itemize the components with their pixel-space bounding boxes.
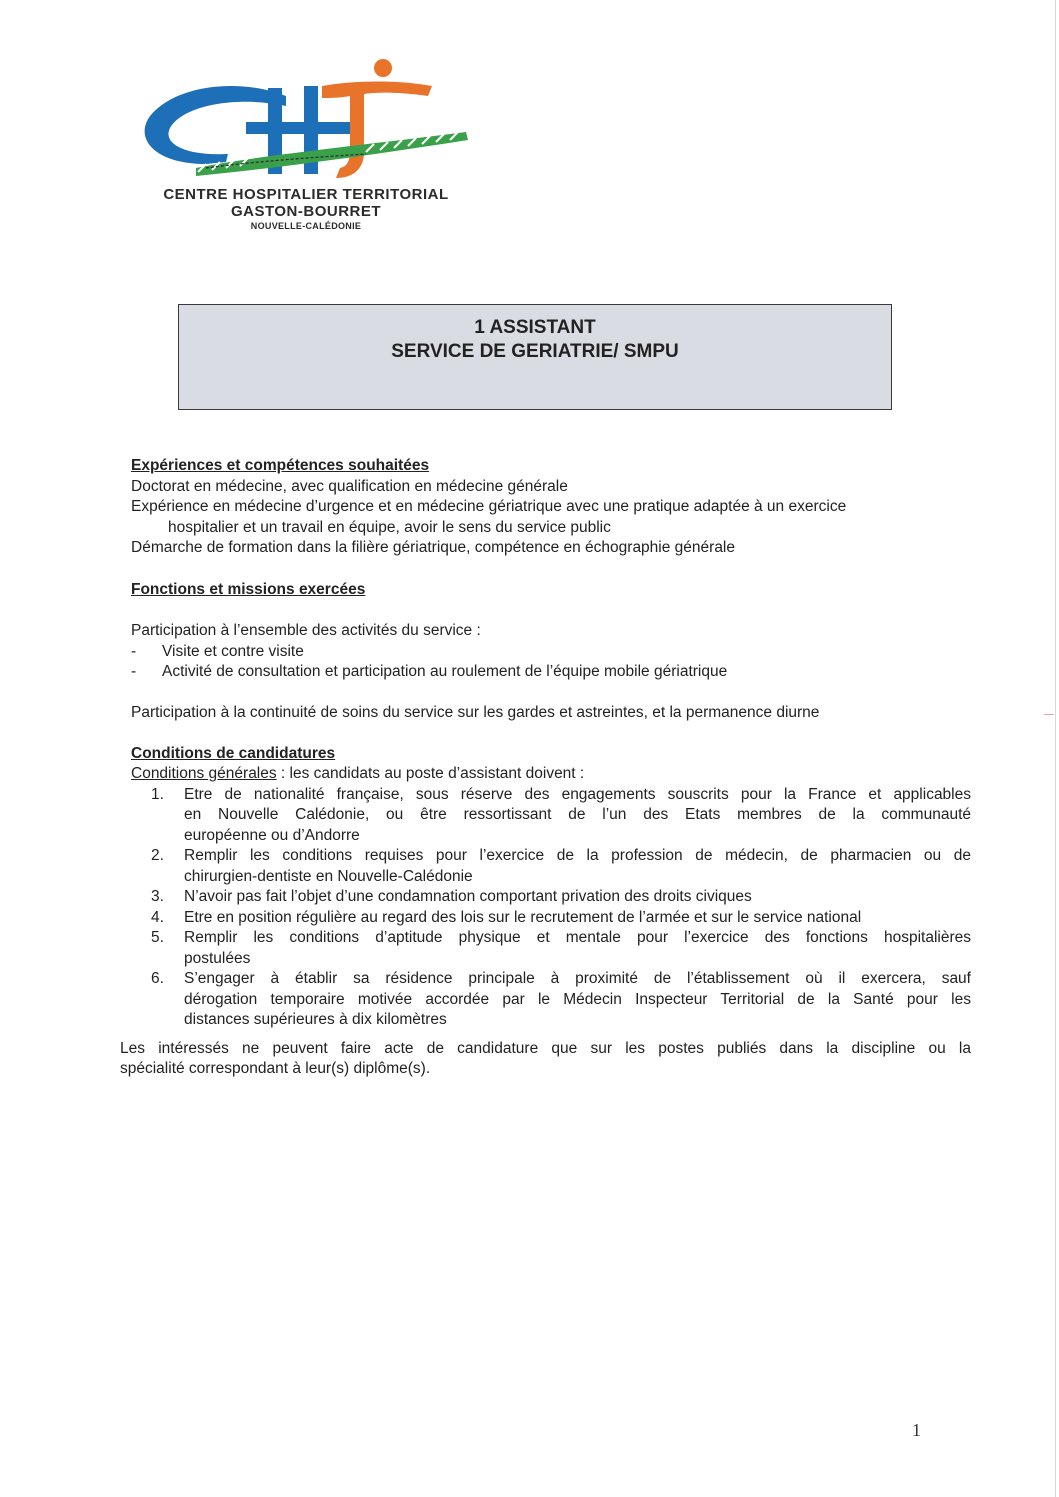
condition-1-line-3: européenne ou d’Andorre	[184, 827, 360, 844]
item-number: 6.	[151, 970, 164, 987]
fonctions-intro: Participation à l’ensemble des activités du service :	[131, 622, 481, 639]
condition-4-line-1: Etre en position régulière au regard des lois sur le recrutement de l’armée et sur le service national	[184, 909, 862, 926]
condition-5-line-1: Remplir les conditions d’aptitude physique et mentale pour l’exercice des fonctions hospitalières	[184, 929, 971, 946]
title-box	[178, 304, 892, 410]
bullet-marker: -	[131, 643, 137, 660]
condition-6-line-3: distances supérieures à dix kilomètres	[184, 1011, 447, 1028]
hospital-logo	[136, 56, 476, 236]
title-line-2: SERVICE DE GERIATRIE/ SMPU	[391, 341, 679, 362]
title-line-1: 1 ASSISTANT	[474, 317, 596, 338]
condition-1-line-1: Etre de nationalité française, sous réserve des engagements souscrits pour la France et applicables	[184, 786, 971, 803]
conditions-general-rest: : les candidats au poste d’assistant doivent :	[276, 765, 585, 782]
conditions-general-label: Conditions générales	[131, 765, 277, 782]
cht-logo-graphic	[136, 56, 476, 186]
condition-2-line-2: chirurgien-dentiste en Nouvelle-Calédonie	[184, 868, 473, 885]
experience-line-4: Démarche de formation dans la filière gériatrique, compétence en échographie générale	[131, 539, 736, 556]
logo-line-1: CENTRE HOSPITALIER TERRITORIAL	[163, 186, 449, 203]
page-number: 1	[912, 1420, 921, 1440]
margin-mark	[1044, 714, 1054, 715]
logo-line-3: NOUVELLE-CALÉDONIE	[250, 221, 362, 231]
item-number: 4.	[151, 909, 164, 926]
condition-5-line-2: postulées	[184, 950, 251, 967]
fonctions-continuity: Participation à la continuité de soins du service sur les gardes et astreintes, et la permanence diurne	[131, 704, 820, 721]
closing-line-1: Les intéressés ne peuvent faire acte de candidature que sur les postes publiés dans la discipline ou la	[120, 1040, 971, 1057]
logo-line-2: GASTON-BOURRET	[230, 203, 382, 220]
page-edge	[1055, 0, 1056, 1497]
section-heading-conditions: Conditions de candidatures	[131, 745, 336, 762]
fonctions-bullet-1: Visite et contre visite	[162, 643, 304, 660]
condition-6-line-2: dérogation temporaire motivée accordée par le Médecin Inspecteur Territorial de la Santé pour les	[184, 991, 971, 1008]
section-heading-experiences: Expériences et compétences souhaitées	[131, 457, 430, 474]
experience-line-1: Doctorat en médecine, avec qualification en médecine générale	[131, 478, 568, 495]
item-number: 5.	[151, 929, 164, 946]
condition-1-line-2: en Nouvelle Calédonie, ou être ressortissant de l’un des Etats membres de la communauté	[184, 806, 971, 823]
bullet-marker: -	[131, 663, 137, 680]
condition-3-line-1: N’avoir pas fait l’objet d’une condamnation comportant privation des droits civiques	[184, 888, 752, 905]
experience-line-2: Expérience en médecine d’urgence et en médecine gériatrique avec une pratique adaptée à un exercice	[131, 498, 847, 515]
item-number: 2.	[151, 847, 164, 864]
item-number: 3.	[151, 888, 164, 905]
condition-2-line-1: Remplir les conditions requises pour l’exercice de la profession de médecin, de pharmacien ou de	[184, 847, 971, 864]
experience-line-3: hospitalier et un travail en équipe, avoir le sens du service public	[168, 519, 611, 536]
conditions-general	[131, 764, 584, 785]
condition-6-line-1: S’engager à établir sa résidence principale à proximité de l’établissement où il exercera, sauf	[184, 970, 971, 987]
item-number: 1.	[151, 786, 164, 803]
closing-line-2: spécialité correspondant à leur(s) diplôme(s).	[120, 1060, 431, 1077]
section-heading-fonctions: Fonctions et missions exercées	[131, 581, 366, 598]
fonctions-bullet-2: Activité de consultation et participation au roulement de l’équipe mobile gériatrique	[162, 663, 728, 680]
